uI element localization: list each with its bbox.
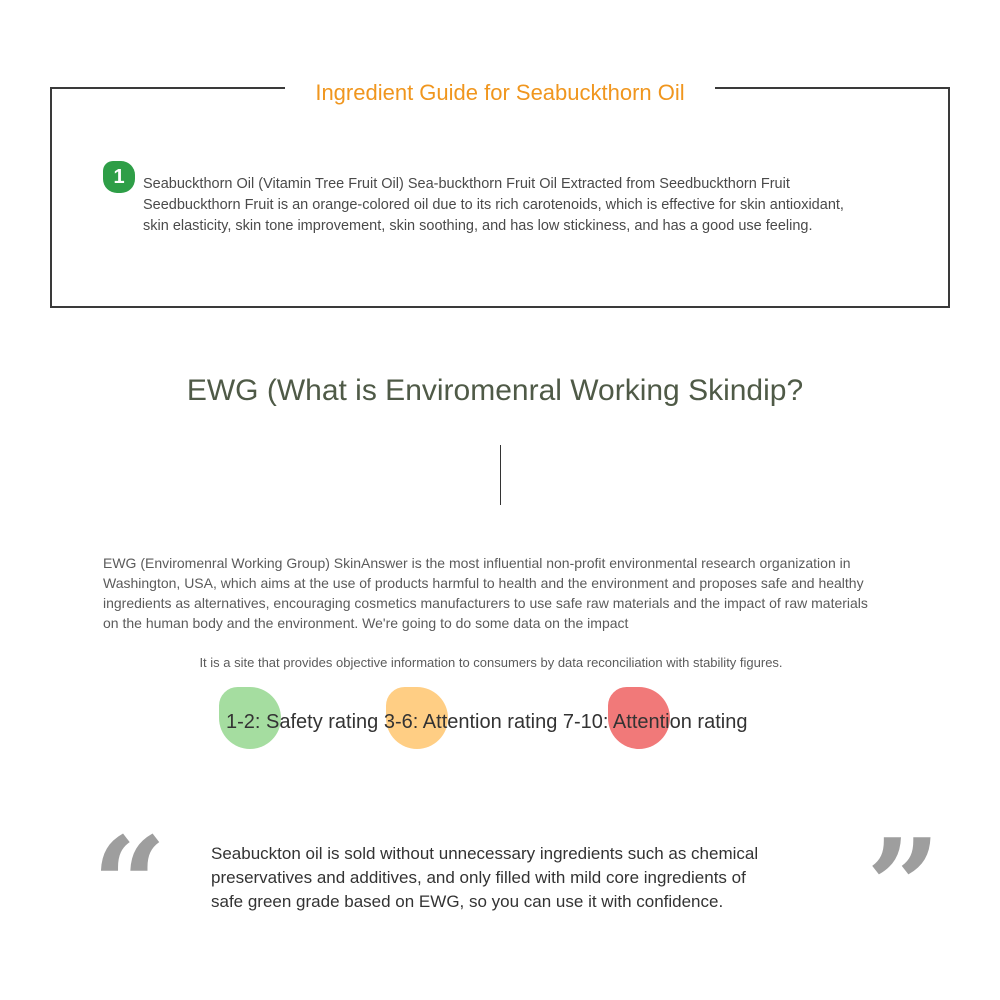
quote-line: safe green grade based on EWG, so you can use it with confidence. xyxy=(211,892,724,911)
quote-line: Seabuckton oil is sold without unnecessary ingredients such as chemical xyxy=(211,844,759,863)
description-line: Seabuckthorn Oil (Vitamin Tree Fruit Oil) Sea-buckthorn Fruit Oil Extracted from Seedbuckthorn Fruit xyxy=(143,176,790,192)
ewg-body-line: on the human body and the environment. We're going to do some data on the impact xyxy=(103,615,629,631)
ewg-description xyxy=(103,553,903,633)
open-quote-icon: “ xyxy=(92,808,167,961)
ingredient-guide-title: Ingredient Guide for Seabuckthorn Oil xyxy=(285,75,715,111)
ewg-note: It is a site that provides objective information to consumers by data reconciliation with stability figures. xyxy=(199,655,783,670)
quote-text xyxy=(211,842,811,914)
ewg-heading: EWG (What is Enviromenral Working Skindip? xyxy=(186,374,804,407)
ewg-body-line: Washington, USA, which aims at the use of products harmful to health and the environment and proposes safe and healthy xyxy=(103,575,864,591)
description-line: Seedbuckthorn Fruit is an orange-colored oil due to its rich carotenoids, which is effective for skin antioxidant, xyxy=(143,197,844,213)
high-attention-rating-label: 7-10: Attention rating xyxy=(562,711,748,733)
attention-rating-label: 3-6: Attention rating xyxy=(383,711,558,733)
description-line: skin elasticity, skin tone improvement, skin soothing, and has low stickiness, and has a good use feeling. xyxy=(143,218,813,234)
ewg-body-line: ingredients as alternatives, encouraging cosmetics manufacturers to use safe raw materials and the impact of raw materials xyxy=(103,595,868,611)
ratings-legend xyxy=(226,708,747,736)
ingredient-description xyxy=(143,174,903,237)
divider-line xyxy=(500,445,501,505)
close-quote-icon: ” xyxy=(866,810,941,963)
quote-line: preservatives and additives, and only filled with mild core ingredients of xyxy=(211,868,746,887)
number-badge: 1 xyxy=(103,161,135,193)
safety-rating-label: 1-2: Safety rating xyxy=(226,711,379,733)
ewg-body-line: EWG (Enviromenral Working Group) SkinAnswer is the most influential non-profit environmental research organization in xyxy=(103,555,851,571)
